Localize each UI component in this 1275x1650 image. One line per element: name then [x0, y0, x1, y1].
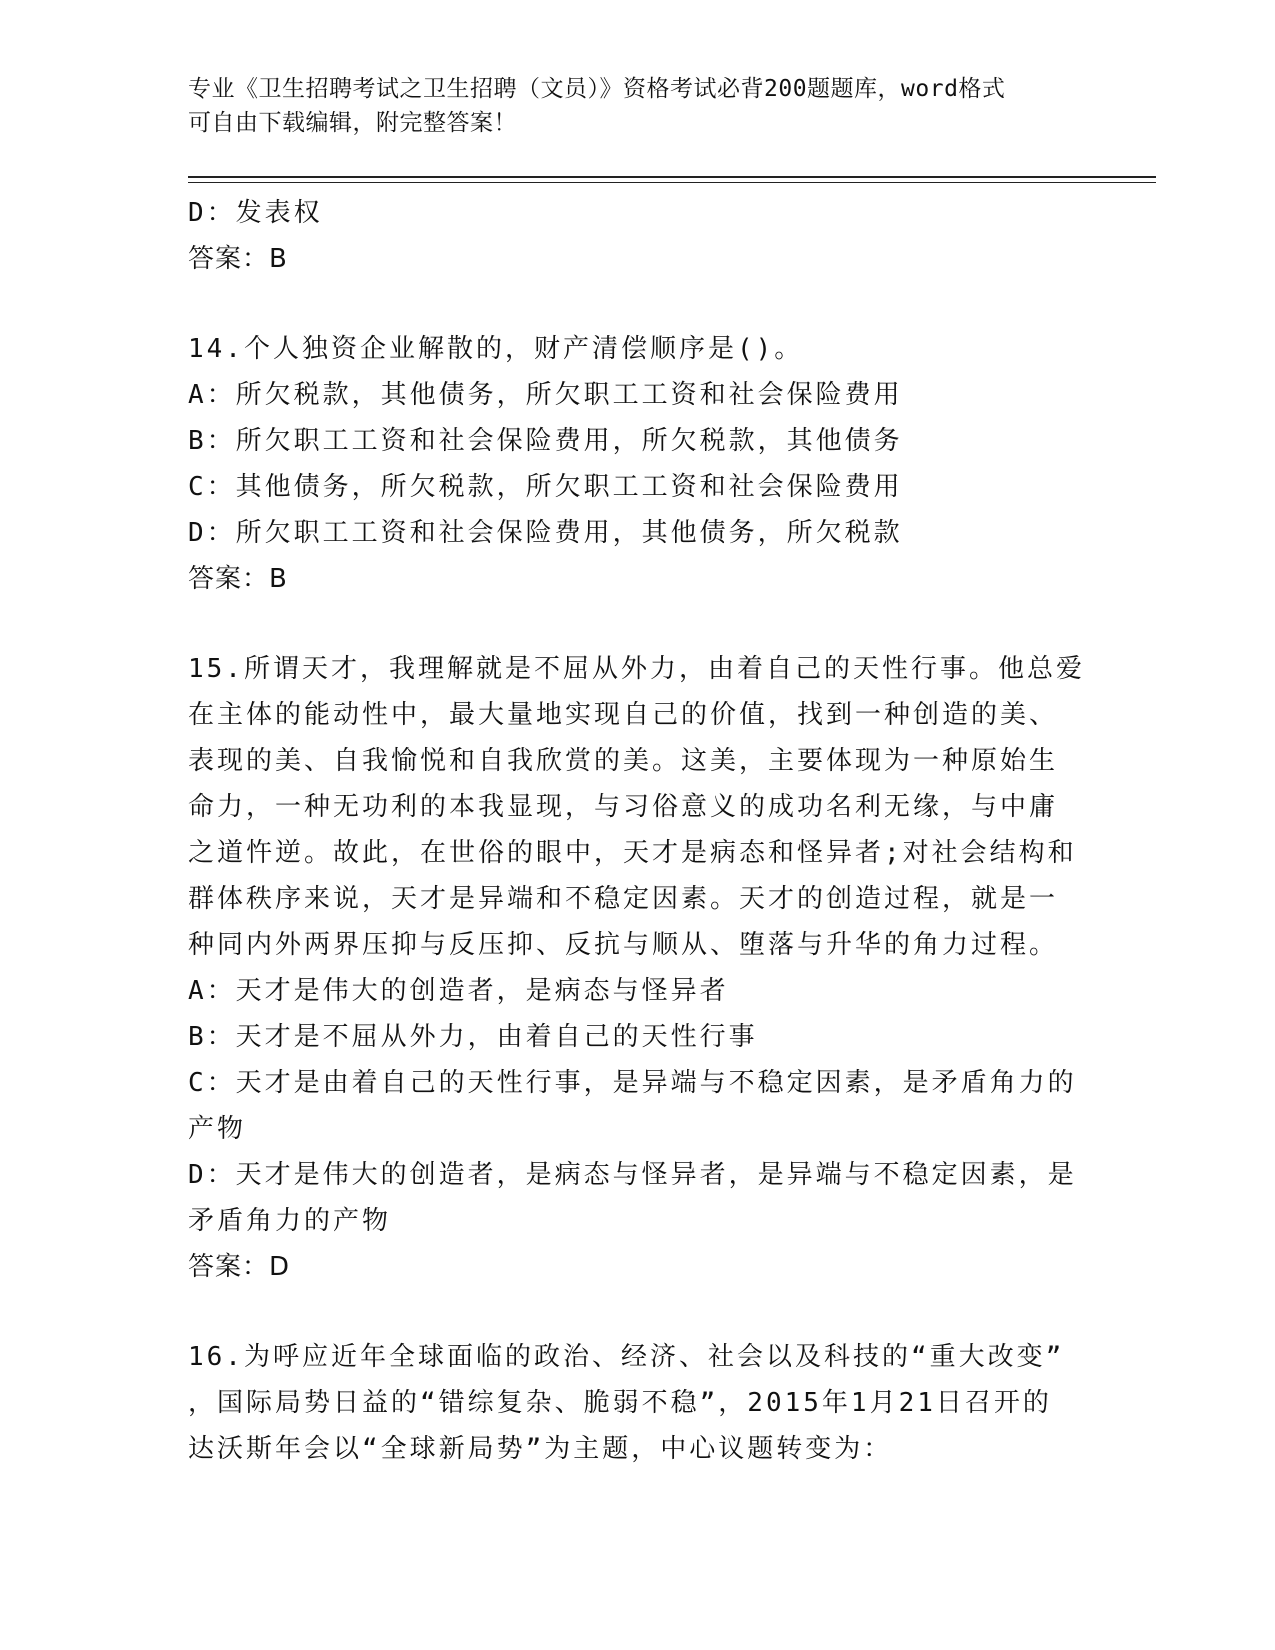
q16-stem-line: 达沃斯年会以“全球新局势”为主题，中心议题转变为：: [188, 1434, 893, 1464]
q15-stem-line: 种同内外两界压抑与反压抑、反抗与顺从、堕落与升华的角力过程。: [188, 930, 1059, 960]
header-divider: [188, 176, 1156, 183]
header-title-line-2: 可自由下载编辑，附完整答案！: [188, 110, 517, 136]
q15-answer: 答案：D: [188, 1252, 291, 1282]
q15-option-a: A：天才是伟大的创造者，是病态与怪异者: [188, 976, 729, 1006]
q16-stem-line: ，国际局势日益的“错综复杂、脆弱不稳”，2015年1月21日召开的: [188, 1388, 1052, 1418]
q16-stem-line: 16.为呼应近年全球面临的政治、经济、社会以及科技的“重大改变”: [188, 1342, 1065, 1372]
question-content: [188, 190, 1088, 1472]
q14-option-d: D：所欠职工工资和社会保险费用，其他债务，所欠税款: [188, 518, 903, 548]
q15-stem-line: 15.所谓天才，我理解就是不屈从外力，由着自己的天性行事。他总爱: [188, 654, 1085, 684]
q15-option-b: B：天才是不屈从外力，由着自己的天性行事: [188, 1022, 758, 1052]
q15-stem-line: 命力，一种无功利的本我显现，与习俗意义的成功名利无缘，与中庸: [188, 792, 1059, 822]
q14-option-b: B：所欠职工工资和社会保险费用，所欠税款，其他债务: [188, 426, 903, 456]
q15-option-c-line: C：天才是由着自己的天性行事，是异端与不稳定因素，是矛盾角力的: [188, 1068, 1077, 1098]
q15-option-d-line: D：天才是伟大的创造者，是病态与怪异者，是异端与不稳定因素，是: [188, 1160, 1077, 1190]
q14-stem: 14.个人独资企业解散的，财产清偿顺序是()。: [188, 334, 804, 364]
spacer: [188, 1290, 1088, 1334]
header-title-line-1: 专业《卫生招聘考试之卫生招聘（文员）》资格考试必背200题题库，word格式: [188, 76, 1006, 102]
q15-stem-line: 在主体的能动性中，最大量地实现自己的价值，找到一种创造的美、: [188, 700, 1059, 730]
spacer: [188, 282, 1088, 326]
q15-stem-line: 表现的美、自我愉悦和自我欣赏的美。这美，主要体现为一种原始生: [188, 746, 1059, 776]
q15-stem-line: 群体秩序来说，天才是异端和不稳定因素。天才的创造过程，就是一: [188, 884, 1059, 914]
q15-option-c-line: 产物: [188, 1114, 247, 1144]
prev-answer: 答案：B: [188, 244, 288, 274]
q15-stem-line: 之道忤逆。故此，在世俗的眼中，天才是病态和怪异者;对社会结构和: [188, 838, 1077, 868]
q15-option-d-line: 矛盾角力的产物: [188, 1206, 392, 1236]
prev-option-d: D：发表权: [188, 198, 323, 228]
q14-answer: 答案：B: [188, 564, 288, 594]
q14-option-a: A：所欠税款，其他债务，所欠职工工资和社会保险费用: [188, 380, 903, 410]
spacer: [188, 602, 1088, 646]
q14-option-c: C：其他债务，所欠税款，所欠职工工资和社会保险费用: [188, 472, 903, 502]
document-header: [188, 72, 1068, 140]
